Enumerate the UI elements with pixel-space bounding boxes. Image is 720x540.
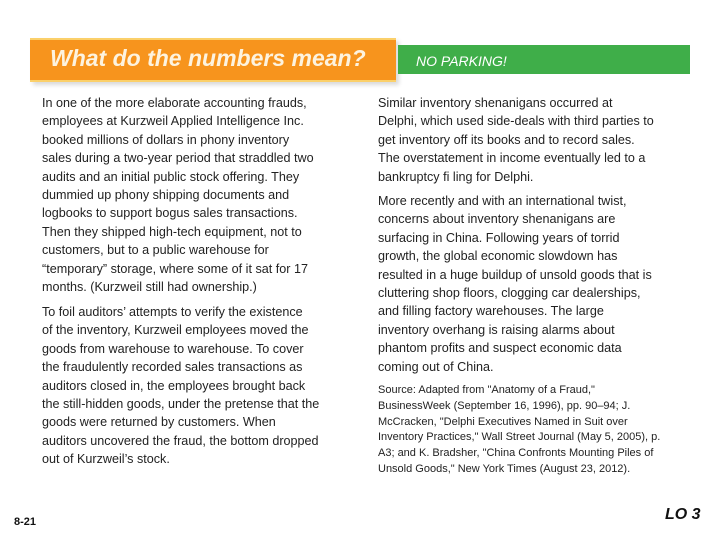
slide-title: What do the numbers mean? xyxy=(50,45,366,71)
learning-objective: LO 3 xyxy=(665,506,701,523)
right-paragraph-2: More recently and with an international twist, concerns about inventory shenanigans are surfacing in China. Following years of torrid growth, the global economic slowdown has resulted in a huge buildup of unsold goods that is cluttering shop floors, clogging car dealerships, and filling factory warehouses. The large inventory overhang is raising alarms about phantom profits and suspect economic data coming out of China. xyxy=(378,194,652,374)
left-paragraph-1: In one of the more elaborate accounting frauds, employees at Kurzweil Applied Intelligence Inc. booked millions of dollars in phony inventory sales during a two-year period that straddled two audits and an initial public stock offering. They dummied up phony shipping documents and logbooks to support bogus sales transactions. Then they shipped high-tech equipment, not to customers, but to a public warehouse for “temporary” storage, where some of it sat for 17 months. (Kurzweil still had ownership.) xyxy=(42,96,314,295)
title-banner xyxy=(30,38,396,82)
slide-subtitle: NO PARKING! xyxy=(416,53,507,69)
subtitle-banner xyxy=(398,45,690,74)
source-citation: Source: Adapted from "Anatomy of a Fraud," BusinessWeek (September 16, 1996), pp. 90–94; J. McCracken, "Delphi Executives Named in Suit over Inventory Practices," Wall Street Journal (May 5, 2005), p. A3; and K. Bradsher, "China Confronts Mounting Piles of Unsold Goods," New York Times (August 23, 2012). xyxy=(378,384,661,475)
page-number: 8-21 xyxy=(14,516,37,528)
left-paragraph-2: To foil auditors’ attempts to verify the existence of the inventory, Kurzweil employees moved the goods from warehouse to warehouse. To cover the fraudulently recorded sales transactions as auditors closed in, the employees brought back the still-hidden goods, under the pretense that the goods were returned by customers. When auditors uncovered the fraud, the bottom dropped out of Kurzweil’s stock. xyxy=(42,305,320,467)
right-paragraph-1: Similar inventory shenanigans occurred at Delphi, which used side-deals with third parties to get inventory off its books and to record sales. The overstatement in income eventually led to a bankruptcy fi ling for Delphi. xyxy=(378,96,654,184)
